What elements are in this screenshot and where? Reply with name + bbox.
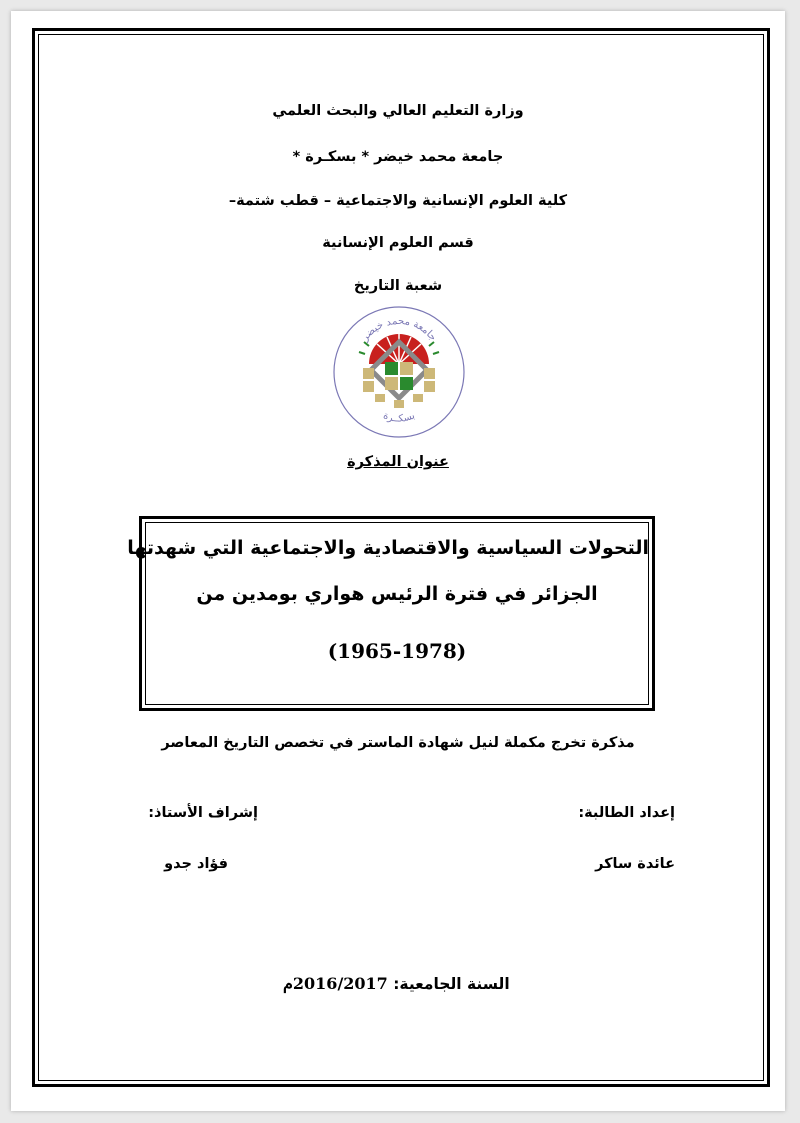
supervisor-name: فؤاد جدو (164, 856, 228, 872)
ministry-name: وزارة التعليم العالي والبحث العلمي (272, 103, 524, 119)
university-logo (329, 302, 469, 442)
faculty-name: كلية العلوم الإنسانية والاجتماعية – قطب شتمة– (228, 193, 568, 209)
department-name: قسم العلوم الإنسانية (322, 235, 474, 251)
thesis-title-line-2: الجزائر في فترة الرئيس هواري بومدين من (196, 583, 598, 605)
thesis-title-dates: (1965-1978) (327, 639, 467, 663)
branch-name: شعبة التاريخ (353, 278, 443, 294)
logo-top-text: جامعة محمد خيضر (359, 315, 439, 344)
academic-year-label: السنة الجامعية: (393, 975, 510, 993)
subject-heading: عنوان المذكرة (347, 454, 449, 470)
academic-year-value: 2016/2017م (283, 974, 388, 993)
supervisor-label: إشراف الأستاذ: (148, 805, 258, 821)
student-name: عائدة ساكر (595, 856, 675, 872)
university-name: جامعة محمد خيضر * بسكـرة * (292, 149, 504, 165)
document-page (11, 11, 785, 1111)
thesis-title-line-1: التحولات السياسية والاقتصادية والاجتماعية التي شهدتها (127, 537, 649, 559)
svg-text:بسكــرة (381, 410, 416, 424)
logo-bottom-text: بسكــرة (381, 410, 417, 425)
academic-year (283, 974, 510, 993)
prepared-by-label: إعداد الطالبة: (578, 805, 675, 821)
thesis-purpose: مذكرة تخرج مكملة لنيل شهادة الماستر في تخصص التاريخ المعاصر (161, 735, 635, 751)
